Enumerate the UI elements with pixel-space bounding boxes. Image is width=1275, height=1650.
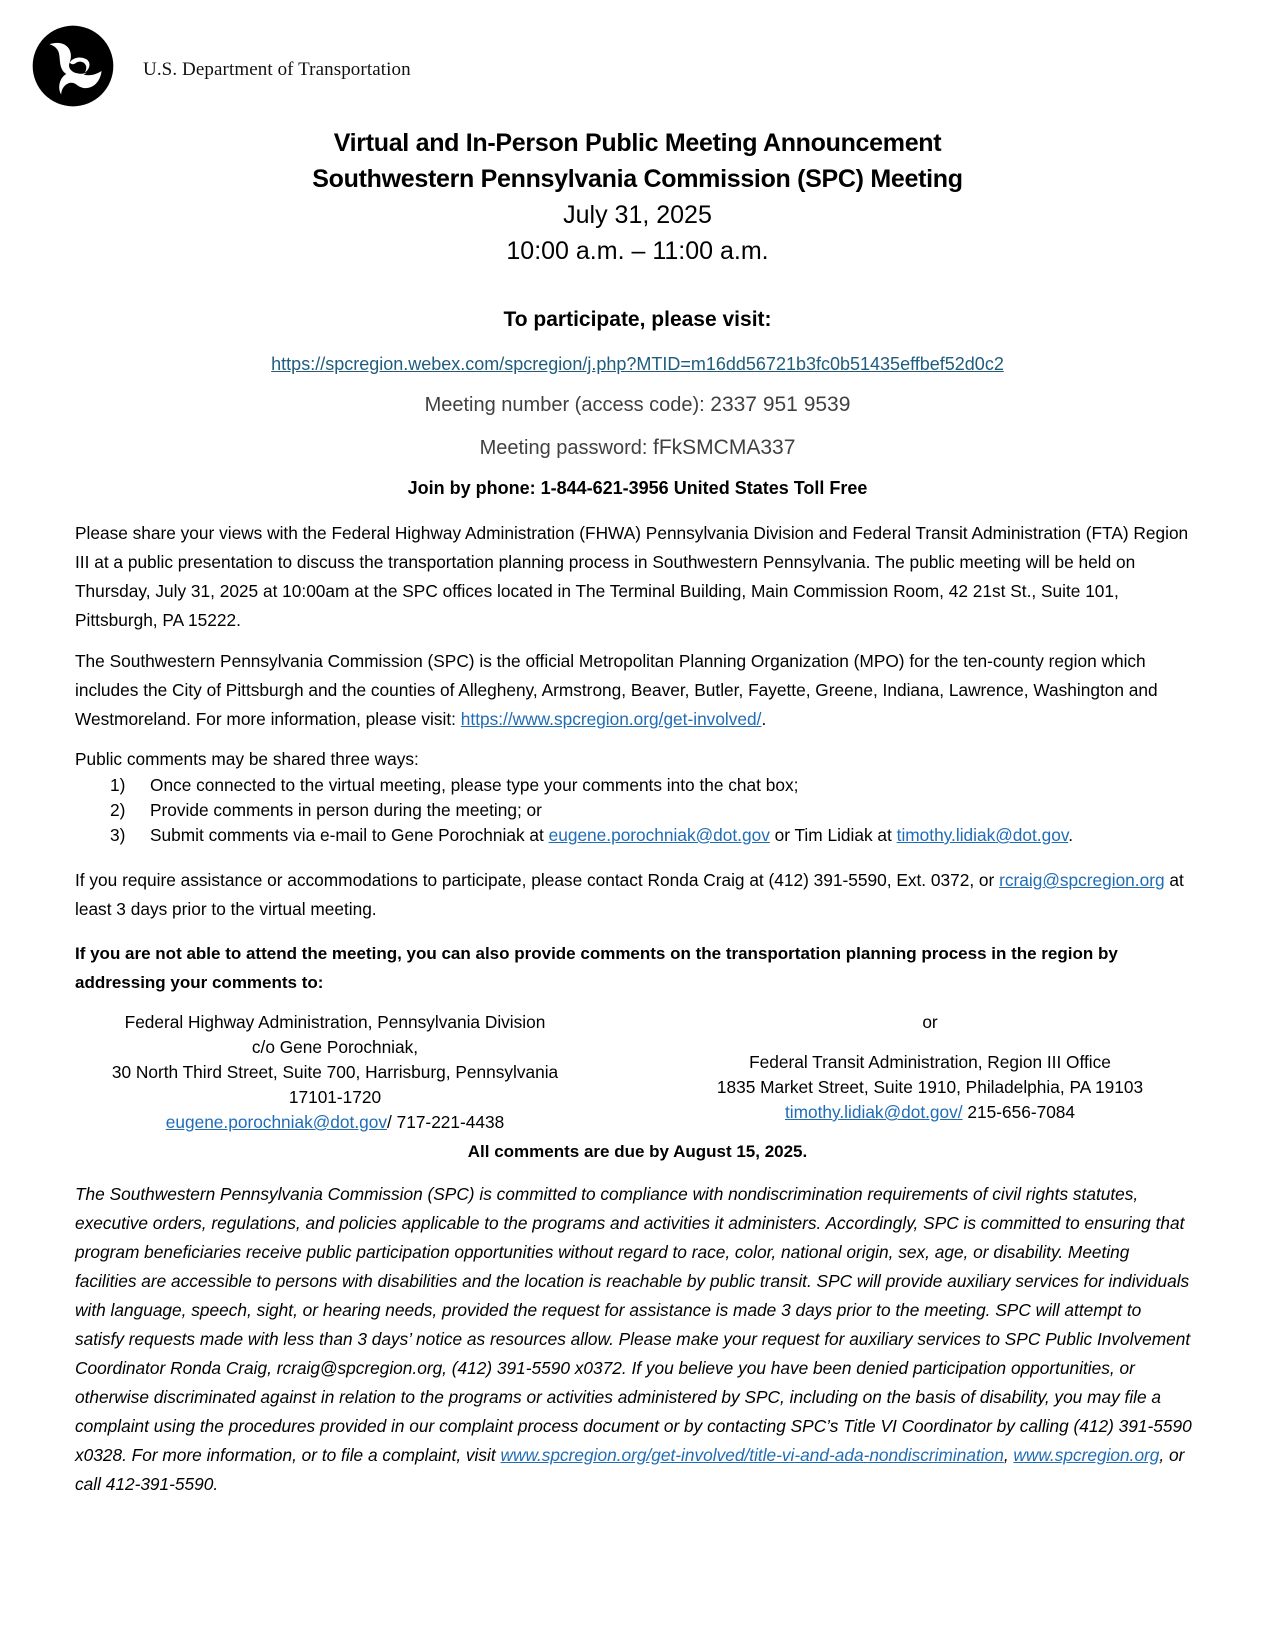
fhwa-address-line: 30 North Third Street, Suite 700, Harrisburg, Pennsylvania [111,1062,559,1082]
meeting-number-value: 2337 951 9539 [710,393,851,416]
fhwa-address-line: Federal Highway Administration, Pennsylvania Division [124,1012,546,1032]
porochniak-email-link[interactable]: eugene.porochniak@dot.gov [548,825,770,845]
list-text: Provide comments in person during the meeting; or [150,800,542,820]
spc-info-end: . [761,709,767,729]
rcraig-email-link[interactable]: rcraig@spcregion.org [999,870,1165,890]
nondiscrimination-statement [75,1180,1195,1499]
fta-email-link[interactable]: timothy.lidiak@dot.gov/ [784,1102,963,1122]
accommodations-text: If you require assistance or accommodations to participate, please contact Ronda Craig at (412) 391-5590, Ext. 0372, or [75,870,1000,890]
lidiak-email-link[interactable]: timothy.lidiak@dot.gov [896,825,1069,845]
meeting-time: 10:00 a.m. – 11:00 a.m. [506,237,769,265]
meeting-password [0,436,1275,460]
meeting-password-value: fFkSMCMA337 [653,436,796,459]
statement-sep: , [1003,1445,1014,1465]
list-text-part: or Tim Lidiak at [769,825,897,845]
webex-url-container [0,354,1275,375]
list-number: 1) [110,775,126,795]
list-text: Once connected to the virtual meeting, please type your comments into the chat box; [150,775,799,795]
get-involved-link[interactable]: https://www.spcregion.org/get-involved/ [460,709,762,729]
spc-info-text: The Southwestern Pennsylvania Commission (SPC) is the official Metropolitan Planning Organization (MPO) for the ten-county region which includes the City of Pittsburgh and the counties of Allegheny, Armstrong, Beaver, Butler, Fayette, Greene, Indiana, Lawrence, Washington and Westmoreland. For more information, please visit: [75,651,1158,729]
title-vi-link[interactable]: www.spcregion.org/get-involved/title-vi-and-ada-nondiscrimination [500,1445,1004,1465]
mail-comments-paragraph: If you are not able to attend the meeting, you can also provide comments on the transportation planning process in the region by addressing your comments to: [75,944,1118,992]
accommodations-paragraph [75,866,1195,924]
accommodations-end: at least 3 days prior to the virtual meeting. [75,870,1184,919]
list-item [110,823,1073,848]
join-by-phone: Join by phone: 1-844-621-3956 United States Toll Free [407,478,868,498]
usdot-logo-icon [31,24,115,108]
title-line-2: Southwestern Pennsylvania Commission (SPC) Meeting [312,165,963,193]
participate-heading: To participate, please visit: [503,308,772,331]
comment-methods-list [110,773,1073,848]
fta-address-line: 1835 Market Street, Suite 1910, Philadelphia, PA 19103 [716,1077,1144,1097]
list-number: 3) [110,825,126,845]
meeting-number [0,393,1275,417]
list-item [110,798,1073,823]
fta-phone: 215-656-7084 [962,1102,1076,1122]
list-item [110,773,1073,798]
fhwa-contact [85,1110,585,1135]
webex-meeting-link[interactable]: https://spcregion.webex.com/spcregion/j.php?MTID=m16dd56721b3fc0b51435effbef52d0c2 [271,354,1004,374]
comments-intro: Public comments may be shared three ways: [75,749,419,769]
fta-address [690,1050,1170,1125]
fhwa-email-link[interactable]: eugene.porochniak@dot.gov [165,1112,387,1132]
spc-info-paragraph [75,647,1195,734]
meeting-number-label: Meeting number (access code): [424,394,711,416]
fhwa-address [85,1010,585,1135]
statement-end: , or call 412-391-5590. [75,1445,1185,1494]
address-or-separator: or [922,1012,938,1032]
fta-address-line: Federal Transit Administration, Region III Office [749,1052,1111,1072]
title-line-1: Virtual and In-Person Public Meeting Announcement [333,129,942,157]
meeting-password-label: Meeting password: [479,437,654,459]
comments-due-date: All comments are due by August 15, 2025. [467,1142,808,1161]
agency-name: U.S. Department of Transportation [143,59,411,80]
statement-text: The Southwestern Pennsylvania Commission (SPC) is committed to compliance with nondiscrimination requirements of civil rights statutes, executive orders, regulations, and policies applicable to the programs and activities it administers. Accordingly, SPC is committed to ensuring that program beneficiaries receive public participation opportunities without regard to race, color, national origin, sex, age, or disability. Meeting facilities are accessible to persons with disabilities and the location is reachable by public transit. SPC will provide auxiliary services for individuals with language, speech, sight, or hearing needs, provided the request for assistance is made 3 days prior to the meeting. SPC will attempt to satisfy requests made with less than 3 days’ notice as resources allow. Please make your request for auxiliary services to SPC Public Involvement Coordinator Ronda Craig, rcraig@spcregion.org, (412) 391-5590 x0372. If you believe you have been denied participation opportunities, or otherwise discriminated against in relation to the programs or activities administered by SPC, including on the basis of disability, you may file a complaint using the procedures provided in our complaint process document or by contacting SPC’s Title VI Coordinator by calling (412) 391-5590 x0328. For more information, or to file a complaint, visit [75,1184,1192,1465]
list-text-part: . [1068,825,1073,845]
list-number: 2) [110,800,126,820]
list-text-part: Submit comments via e-mail to Gene Porochniak at [150,825,549,845]
meeting-date: July 31, 2025 [563,201,712,229]
intro-paragraph: Please share your views with the Federal Highway Administration (FHWA) Pennsylvania Division and Federal Transit Administration (FTA) Region III at a public presentation to discuss the transportation planning process in Southwestern Pennsylvania. The public meeting will be held on Thursday, July 31, 2025 at 10:00am at the SPC offices located in The Terminal Building, Main Commission Room, 42 21st St., Suite 101, Pittsburgh, PA 15222. [75,523,1189,630]
fhwa-address-line: c/o Gene Porochniak, [251,1037,419,1057]
spcregion-home-link[interactable]: www.spcregion.org [1013,1445,1160,1465]
fhwa-address-line: 17101-1720 [288,1087,382,1107]
fhwa-phone: / 717-221-4438 [387,1112,505,1132]
list-text [150,823,1073,848]
fta-contact [690,1100,1170,1125]
